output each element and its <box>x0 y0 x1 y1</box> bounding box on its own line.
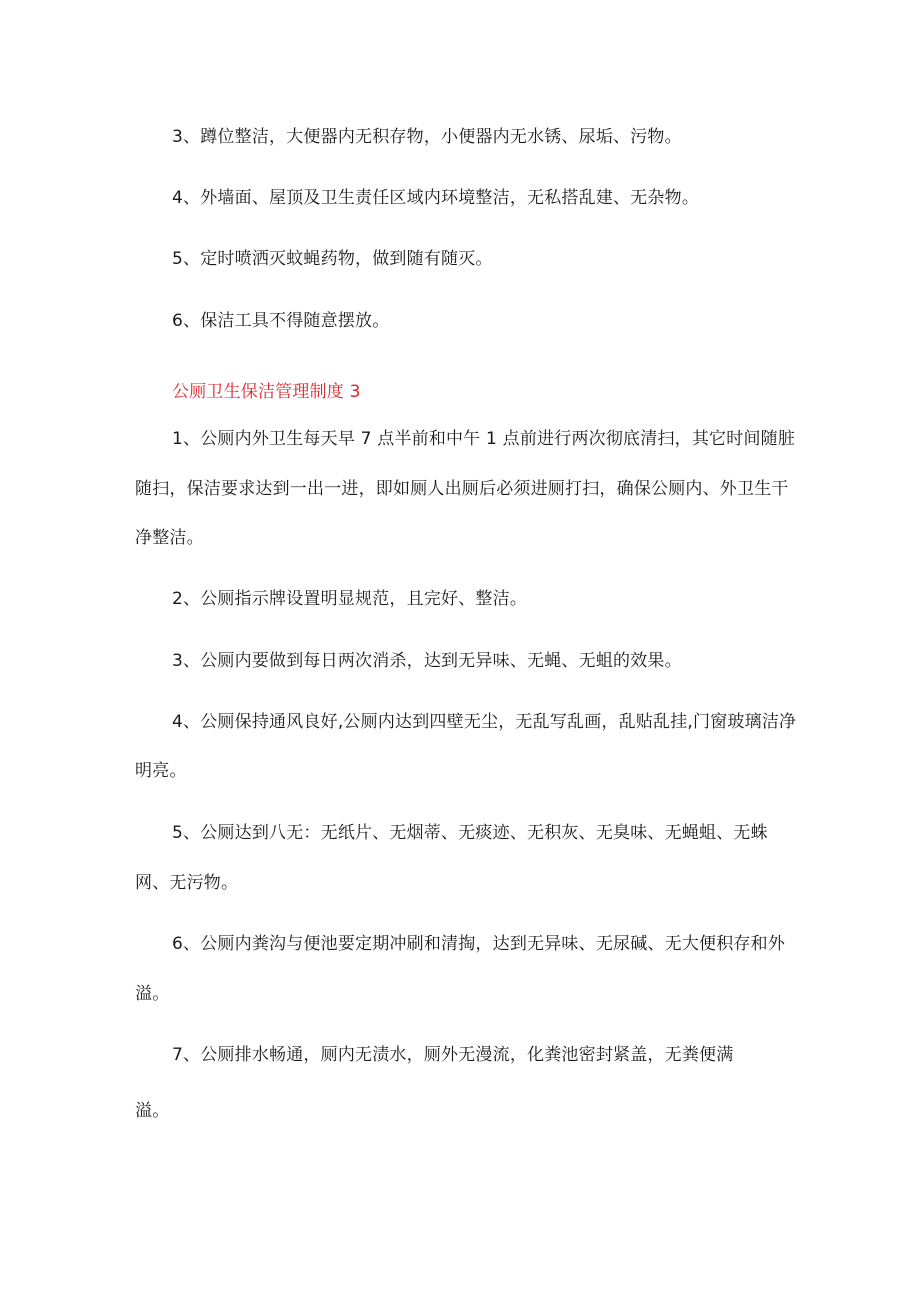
rule-7-line-2: 溢。 <box>135 1101 170 1121</box>
item-4-exterior-environment: 4、外墙面、屋顶及卫生责任区域内环境整洁，无私搭乱建、无杂物。 <box>172 188 700 208</box>
item-3-toilet-cleanliness: 3、蹲位整洁，大便器内无积存物，小便器内无水锈、尿垢、污物。 <box>172 127 682 147</box>
rule-5-line-2: 网、无污物。 <box>135 873 239 893</box>
rule-6-line-1: 6、公厕内粪沟与便池要定期冲刷和清掏，达到无异味、无尿碱、无大便积存和外 <box>172 934 786 954</box>
rule-7-line-1: 7、公厕排水畅通，厕内无渍水，厕外无漫流，化粪池密封紧盖，无粪便满 <box>172 1045 734 1065</box>
rule-1-line-2: 随扫，保洁要求达到一出一进，即如厕人出厕后必须进厕打扫，确保公厕内、外卫生干 <box>135 479 789 499</box>
rule-1-line-3: 净整洁。 <box>135 528 204 548</box>
item-5-insect-spraying: 5、定时喷洒灭蚊蝇药物，做到随有随灭。 <box>172 249 493 269</box>
rule-3: 3、公厕内要做到每日两次消杀，达到无异味、无蝇、无蛆的效果。 <box>172 651 682 671</box>
item-6-tool-storage: 6、保洁工具不得随意摆放。 <box>172 311 390 331</box>
section-heading: 公厕卫生保洁管理制度 3 <box>172 382 361 402</box>
rule-4-line-1: 4、公厕保持通风良好,公厕内达到四壁无尘，无乱写乱画，乱贴乱挂,门窗玻璃洁净 <box>172 712 797 732</box>
rule-6-line-2: 溢。 <box>135 984 170 1004</box>
rule-2: 2、公厕指示牌设置明显规范，且完好、整洁。 <box>172 589 528 609</box>
rule-4-line-2: 明亮。 <box>135 761 187 781</box>
rule-5-line-1: 5、公厕达到八无：无纸片、无烟蒂、无痰迹、无积灰、无臭味、无蝇蛆、无蛛 <box>172 823 768 843</box>
rule-1-line-1: 1、公厕内外卫生每天早 7 点半前和中午 1 点前进行两次彻底清扫，其它时间随脏 <box>172 429 796 449</box>
